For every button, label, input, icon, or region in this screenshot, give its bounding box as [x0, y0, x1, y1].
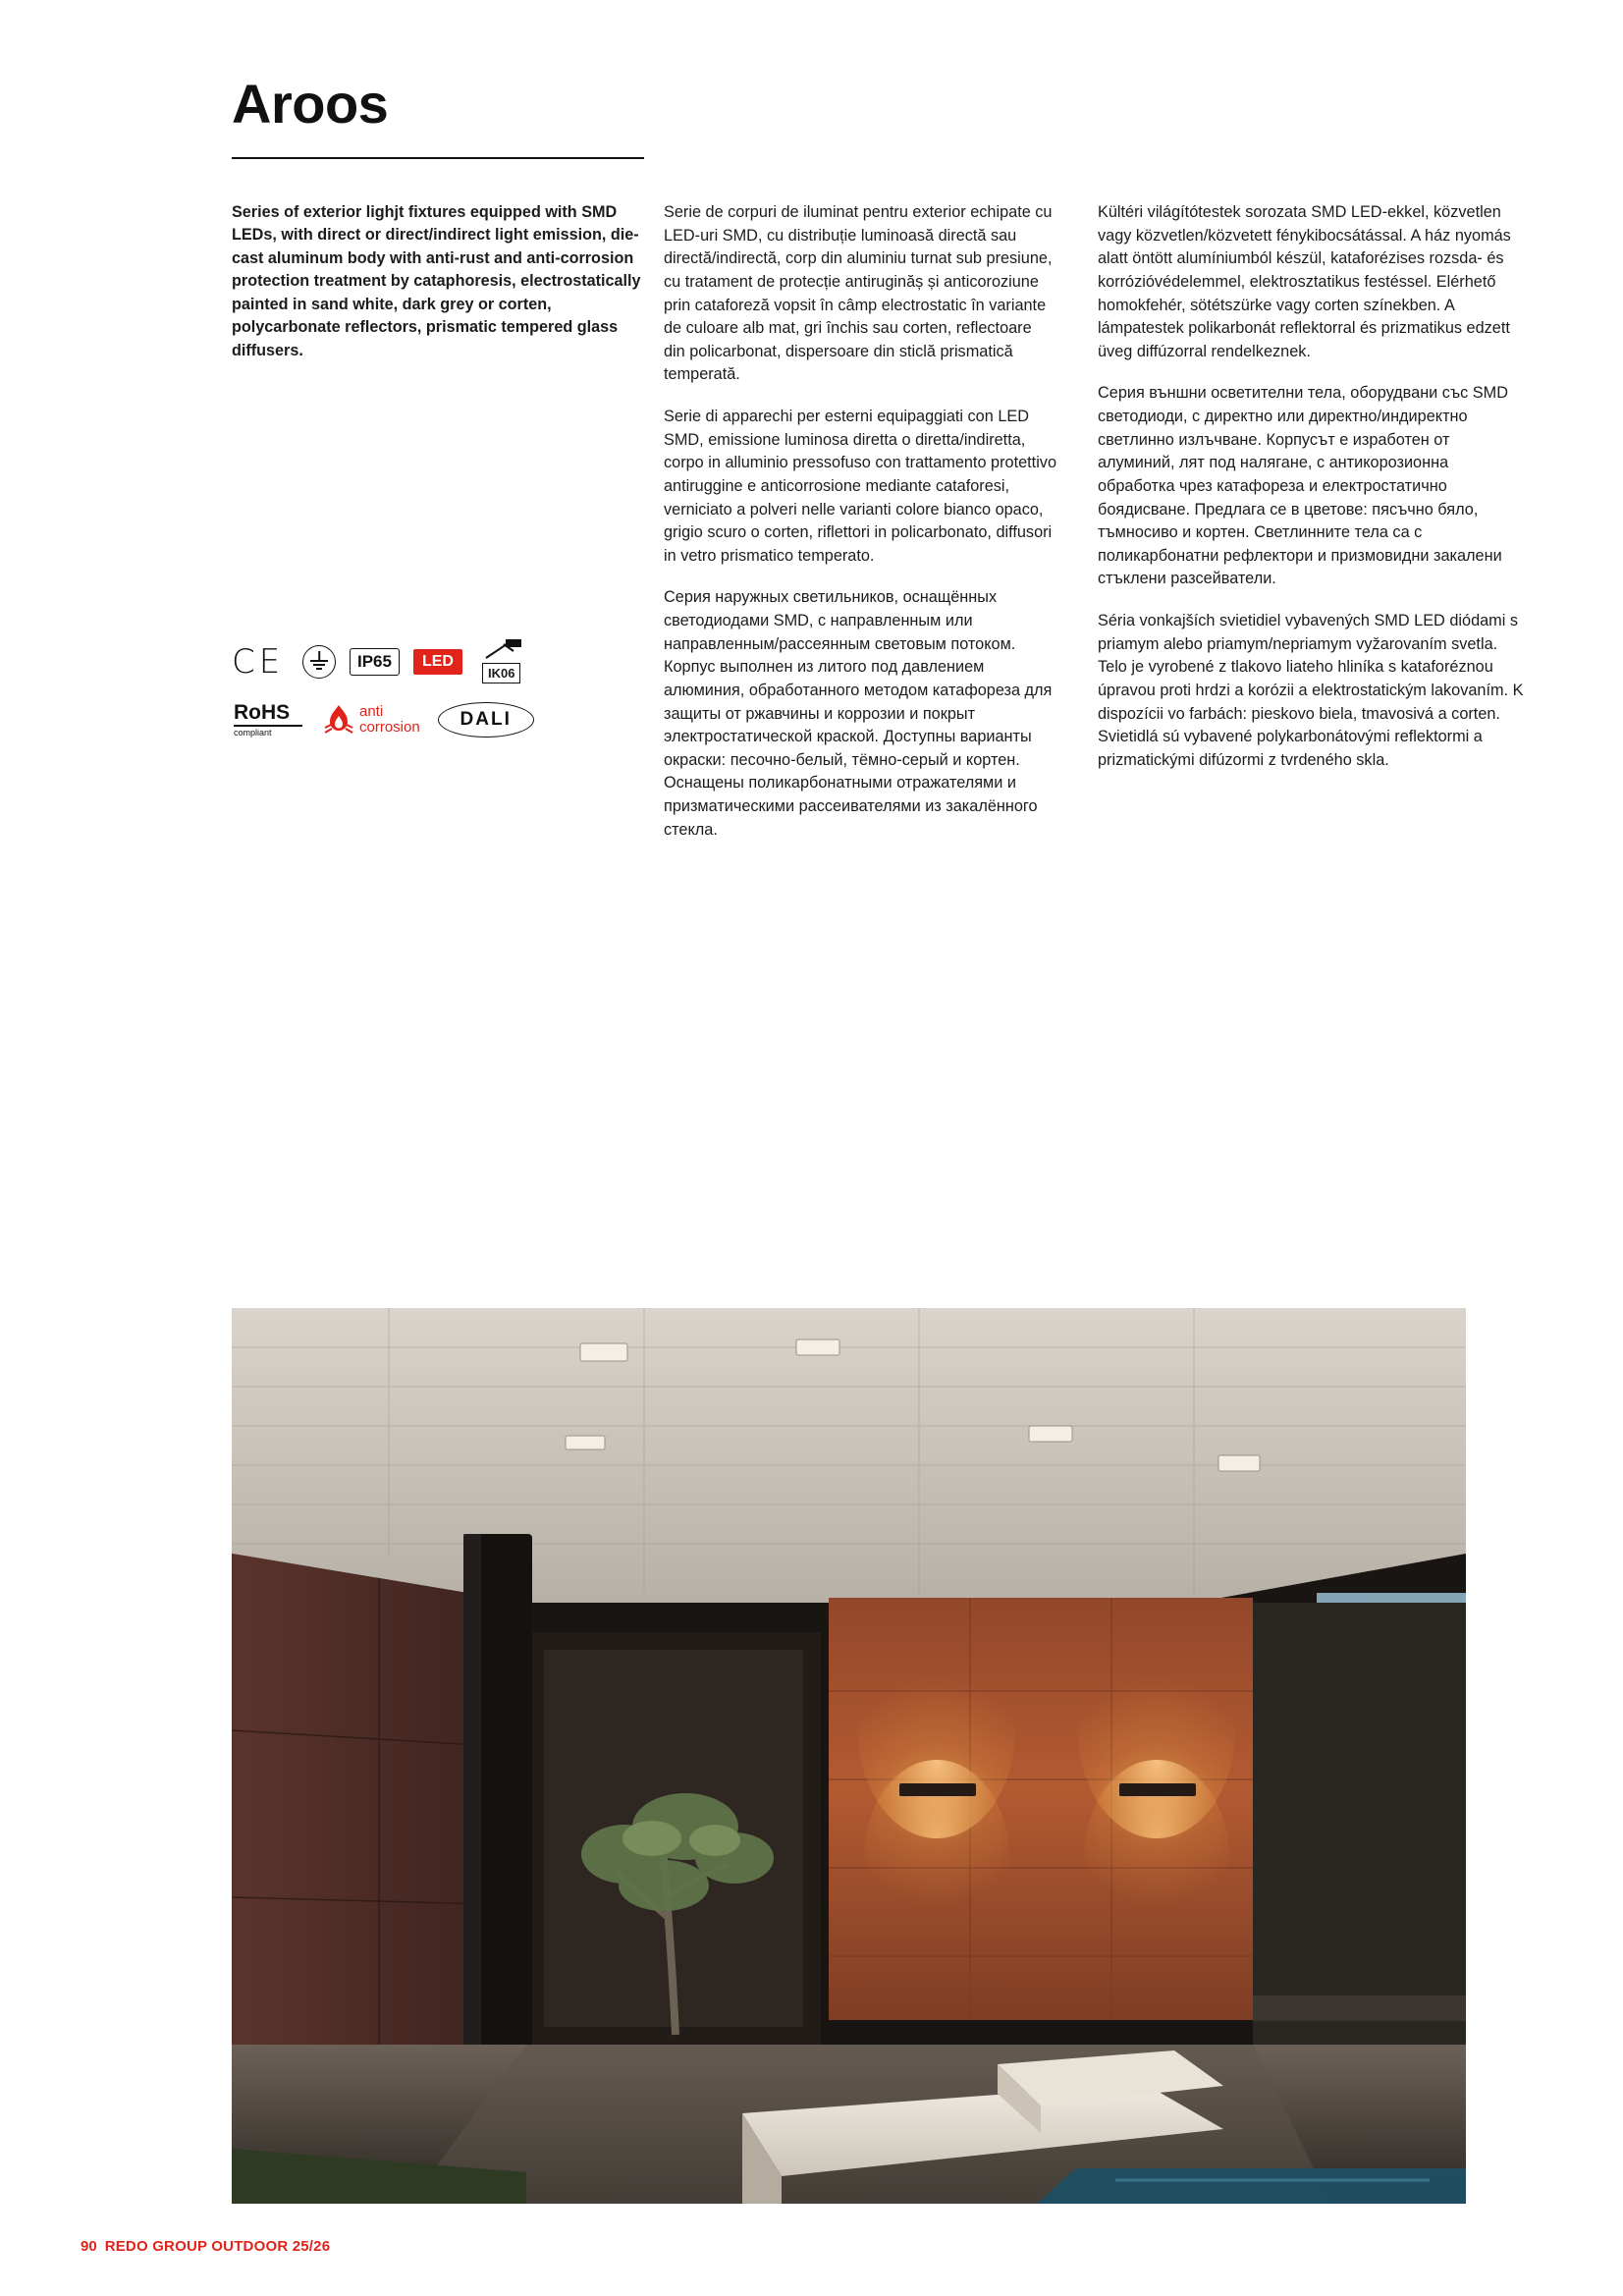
ce-e-letter: E: [258, 642, 281, 682]
certification-icons: [232, 638, 605, 746]
certification-row-2: [234, 695, 605, 744]
dali-badge: DALI: [438, 702, 534, 738]
paragraph: Serie de corpuri de iluminat pentru exterior echipate cu LED-uri SMD, cu distribuție luminoasă directă sau directă/indirectă, corp din aluminiu turnat sub presiune, cu tratament de protecție antiruginăș și anticoroziune prin cataforeză vopsit în câmp electrostatic în variante de culoare alb mat, gri închis sau corten, reflectoare din policarbonat, dispersoare din sticlă prismatică temperată.: [664, 203, 1053, 384]
paragraph: Kültéri világítótestek sorozata SMD LED-ekkel, közvetlen vagy közvetlen/közvetett fénykibocsátással. A ház nyomás alatt öntött alumíniumból készül, kataforézises rozsda- és korrózióvédelemmel, elektrosztatikus festéssel. Elérhető homokfehér, sötétszürke vagy corten színekben. A lámpatestek polikarbonát reflektorral és prizmatikus edzett üveg diffúzorral rendelkeznek.: [1098, 203, 1511, 360]
footer-page-number: 90: [81, 2238, 97, 2255]
title-divider: [232, 157, 644, 159]
rohs-label: RoHS: [234, 701, 291, 725]
rohs-sublabel: compliant: [234, 727, 272, 738]
ik-rating-icon: [476, 640, 533, 683]
paragraph: Серия наружных светильников, оснащённых светодиодами SMD, с направленным или направленным/рассеянным световым потоком. Корпус выполнен из литого под давлением алюминия, обработанного методом катафореза для защиты от ржавчины и коррозии и покрыт электростатической краской. Доступны варианты окраски: песочно-белый, тёмно-серый и кортен. Оснащены поликарбонатными отражателями и призматическими рассеивателями из закалённого стекла.: [664, 588, 1053, 839]
anti-corrosion-text: [359, 704, 420, 736]
flame-icon: [324, 704, 353, 736]
description-column-romanian-italian-russian: [664, 201, 1056, 842]
hero-image: [232, 1308, 1466, 2204]
description-column-english: [232, 201, 642, 362]
protective-earth-icon: [302, 645, 336, 679]
anti-corrosion-line1: anti: [359, 703, 384, 721]
anti-corrosion-line2: corrosion: [359, 719, 420, 736]
rohs-icon: [234, 698, 306, 741]
page-title: Aroos: [232, 73, 389, 135]
anti-corrosion-icon: [324, 704, 420, 736]
description-column-hungarian-bulgarian-slovak: [1098, 201, 1530, 772]
paragraph: Серия външни осветителни тела, оборудвани със SMD светодиоди, с директно или директно/индиректно светлинно излъчване. Корпусът е изработен от алуминий, лят под налягане, с антикорозионна обработка чрез катафореза и електростатично боядисване. Предлага се в цветове: пясъчно бяло, тъмносиво и кортен. Светлинните тела са с поликарбонатни рефлектори и призмовидни закалени стъклени разсейватели.: [1098, 384, 1508, 588]
hero-illustration: [232, 1308, 1466, 2204]
footer-brand: REDO GROUP OUTDOOR 25/26: [104, 2238, 331, 2255]
hammer-icon: [484, 638, 523, 660]
paragraph: Series of exterior lighjt fixtures equipped with SMD LEDs, with direct or direct/indirect light emission, die-cast aluminum body with anti-rust and anti-corrosion protection treatment by cataphoresis, electrostatically painted in sand white, dark grey or corten, polycarbonate reflectors, prismatic tempered glass diffusers.: [232, 203, 641, 359]
ip-rating-badge: IP65: [350, 648, 400, 676]
ce-mark-icon: [232, 642, 289, 682]
certification-row-1: [232, 638, 605, 685]
led-badge: LED: [413, 649, 462, 675]
ce-c-letter: C: [232, 642, 255, 682]
paragraph: Séria vonkajších svietidiel vybavených SMD LED diódami s priamym alebo priamym/nepriamym vyžarovaním svetla. Telo je vyrobené z tlakovo liateho hliníka s kataforéznou úpravou proti hrdzi a korózii a elektrostatickým lakovaním. K dispozícii vo farbách: pieskovo biela, tmavosivá a corten. Svietidlá sú vybavené polykarbonátovými reflektormi a prizmatickými difúzormi z tvrdeného skla.: [1098, 612, 1524, 769]
rohs-underline: [234, 725, 302, 726]
page-footer: [81, 2238, 330, 2255]
paragraph: Serie di apparechi per esterni equipaggiati con LED SMD, emissione luminosa diretta o diretta/indiretta, corpo in alluminio pressofuso con trattamento protettivo antiruggine e anticorrosione mediante cataforesi, verniciato a polveri nelle varianti colore bianco opaco, grigio scuro o corten, riflettori in policarbonato, diffusori in vetro prismatico temperato.: [664, 408, 1057, 565]
ik-label: IK06: [482, 663, 520, 683]
